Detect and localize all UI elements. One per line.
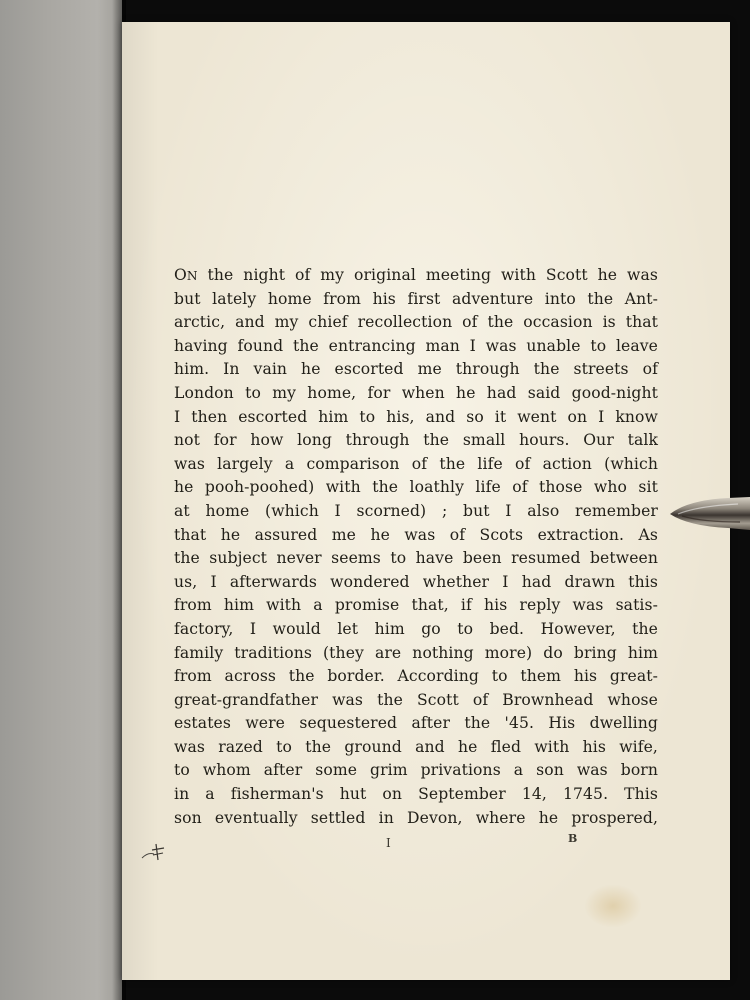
text-line: but lately home from his first adventure into the Ant- bbox=[174, 289, 658, 308]
text-line: ON the night of my original meeting with Scott he was bbox=[174, 266, 658, 284]
text-line: was largely a comparison of the life of action (which bbox=[174, 454, 658, 473]
foxing-stain bbox=[584, 884, 642, 928]
text-line: that he assured me he was of Scots extraction. As bbox=[174, 525, 658, 544]
signature-mark: B bbox=[568, 832, 578, 845]
text-line: I then escorted him to his, and so it went on I know bbox=[174, 407, 658, 426]
text-line: was razed to the ground and he fled with his wife, bbox=[174, 737, 658, 756]
text-line: from him with a promise that, if his reply was satis- bbox=[174, 596, 658, 615]
text-line: from across the border. According to them his great- bbox=[174, 667, 658, 686]
text-line: arctic, and my chief recollection of the occasion is that bbox=[174, 313, 658, 332]
text-line: us, I afterwards wondered whether I had drawn this bbox=[174, 572, 658, 591]
text-line: great-grandfather was the Scott of Brownhead whose bbox=[174, 690, 658, 709]
text-line: in a fisherman's hut on September 14, 1745. This bbox=[174, 785, 658, 804]
text-line: he pooh-poohed) with the loathly life of those who sit bbox=[174, 478, 658, 497]
text-line: the subject never seems to have been resumed between bbox=[174, 549, 658, 568]
text-line: having found the entrancing man I was unable to leave bbox=[174, 336, 658, 355]
pencil-annotation-icon bbox=[140, 834, 180, 869]
text-line: factory, I would let him go to bed. However, the bbox=[174, 619, 658, 638]
text-line: estates were sequestered after the '45. His dwelling bbox=[174, 714, 658, 733]
text-line: not for how long through the small hours. Our talk bbox=[174, 431, 658, 450]
right-page bbox=[122, 22, 730, 980]
left-facing-page bbox=[0, 0, 122, 1000]
text-line: to whom after some grim privations a son was born bbox=[174, 761, 658, 780]
page-number: I bbox=[386, 836, 391, 850]
bookmark-clip-icon bbox=[668, 492, 750, 541]
text-line: son eventually settled in Devon, where he prospered, bbox=[174, 808, 658, 827]
text-line: him. In vain he escorted me through the streets of bbox=[174, 360, 658, 379]
body-text bbox=[174, 264, 658, 830]
text-line: at home (which I scorned) ; but I also remember bbox=[174, 501, 658, 520]
text-line: London to my home, for when he had said good-night bbox=[174, 383, 658, 402]
text-line: family traditions (they are nothing more) do bring him bbox=[174, 643, 658, 662]
